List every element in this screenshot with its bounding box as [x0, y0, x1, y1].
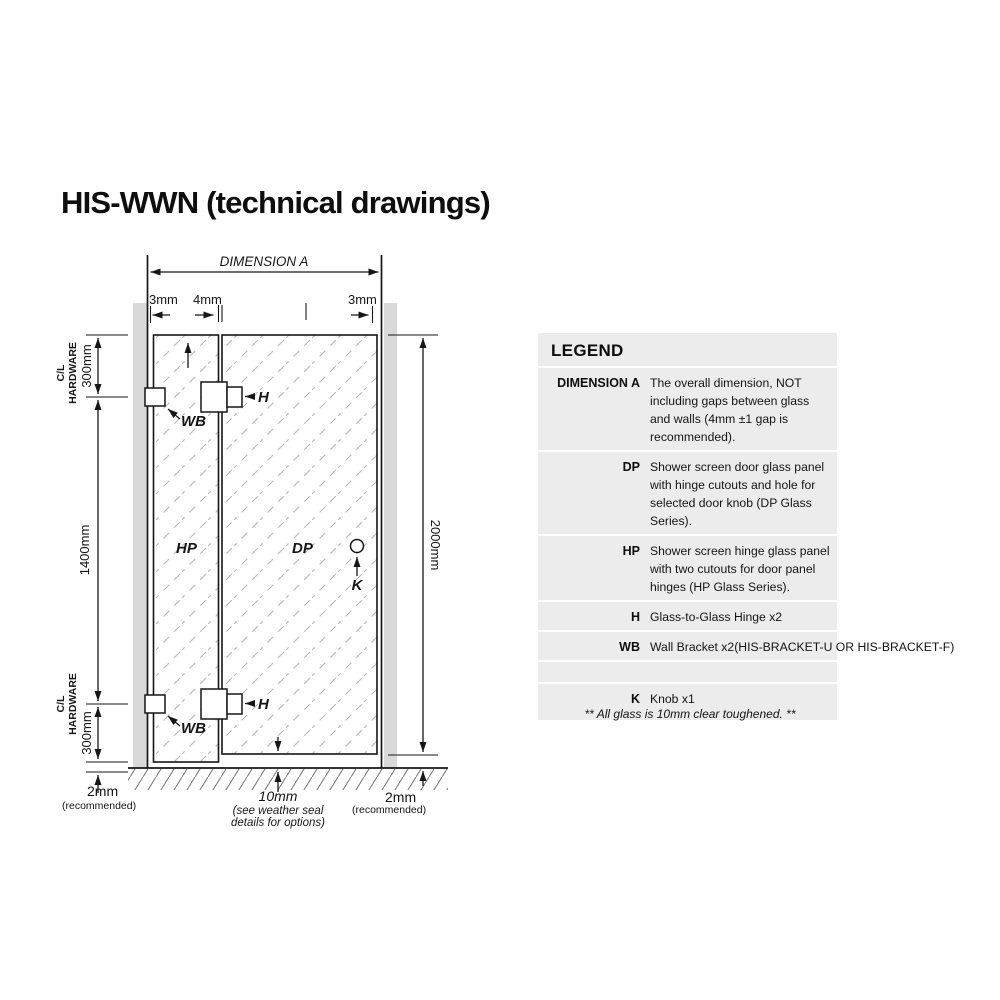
cl-hardware-top-line1: C/L — [55, 364, 67, 382]
glass-footnote: ** All glass is 10mm clear toughened. ** — [584, 707, 796, 721]
legend-row-dimension-a — [538, 368, 837, 452]
legend-key: K — [630, 692, 640, 706]
legend-key — [550, 662, 640, 663]
glass-to-glass-hinge-bottom — [201, 689, 242, 719]
gap-3mm-left-label: 3mm — [149, 292, 178, 307]
gap-3mm-right-label: 3mm — [348, 292, 377, 307]
cl-hardware-top-line2: HARDWARE — [67, 342, 79, 404]
legend-row-wb — [538, 632, 955, 662]
dim-2000mm-label: 2000mm — [428, 519, 443, 571]
gap-10mm-label: 10mm — [258, 788, 298, 804]
right-wall — [384, 303, 397, 768]
legend-title: LEGEND — [538, 333, 837, 368]
legend-desc: Knob x1 — [650, 692, 695, 706]
recommended-note-left: (recommended) — [62, 800, 137, 812]
wall-bracket-top — [145, 388, 165, 406]
cl-hardware-bottom-line2: HARDWARE — [67, 673, 79, 735]
dim-300mm-top-label: 300mm — [79, 344, 94, 388]
gap-2mm-left-label: 2mm — [87, 783, 119, 799]
recommended-note-right: (recommended) — [352, 804, 427, 816]
legend-desc: Wall Bracket x2(HIS-BRACKET-U OR HIS-BRACKET-F) — [650, 640, 955, 654]
glass-to-glass-hinge-top — [201, 382, 242, 412]
hp-panel-label: HP — [176, 540, 197, 557]
gap-2mm-right-label: 2mm — [385, 789, 417, 805]
legend-key: WB — [619, 640, 640, 654]
weather-seal-note-line1: (see weather seal — [232, 805, 324, 817]
legend-key: H — [630, 610, 640, 624]
legend-desc: Shower screen hinge glass panel with two cutouts for door panel hinges (HP Glass Series). — [650, 544, 830, 594]
wall-bracket-bottom — [145, 695, 165, 713]
dimension-a-label: DIMENSION A — [219, 254, 309, 269]
knob-label: K — [351, 577, 363, 594]
dim-1400mm-label: 1400mm — [77, 524, 92, 576]
legend-desc: The overall dimension, NOT including gaps between glass and walls (4mm ±1 gap is recommended). — [650, 376, 810, 444]
hinge-label-bottom: H — [258, 696, 269, 713]
legend-key: HP — [622, 544, 640, 558]
weather-seal-note-line2: details for options) — [231, 817, 325, 829]
legend-row-h — [538, 602, 837, 632]
legend-row-empty — [538, 662, 837, 684]
cl-hardware-bottom-line1: C/L — [55, 695, 67, 713]
wall-bracket-label-top: WB — [181, 413, 206, 430]
gap-4mm-label: 4mm — [193, 292, 222, 307]
legend — [538, 333, 955, 720]
wall-bracket-label-bottom: WB — [181, 720, 206, 737]
floor-hatch — [128, 769, 448, 790]
knob — [351, 540, 364, 553]
hinge-label-top: H — [258, 389, 269, 406]
dim-300mm-bottom-label: 300mm — [79, 711, 94, 755]
dp-panel-label: DP — [292, 540, 313, 557]
legend-row-hp — [538, 536, 837, 602]
legend-key: DP — [622, 460, 640, 474]
legend-desc: Glass-to-Glass Hinge x2 — [650, 610, 783, 624]
legend-key: DIMENSION A — [557, 376, 640, 390]
page-title: HIS-WWN (technical drawings) — [61, 185, 490, 220]
legend-row-dp — [538, 452, 837, 536]
legend-desc: Shower screen door glass panel with hinge cutouts and hole for selected door knob (DP Glass Series). — [650, 460, 825, 528]
